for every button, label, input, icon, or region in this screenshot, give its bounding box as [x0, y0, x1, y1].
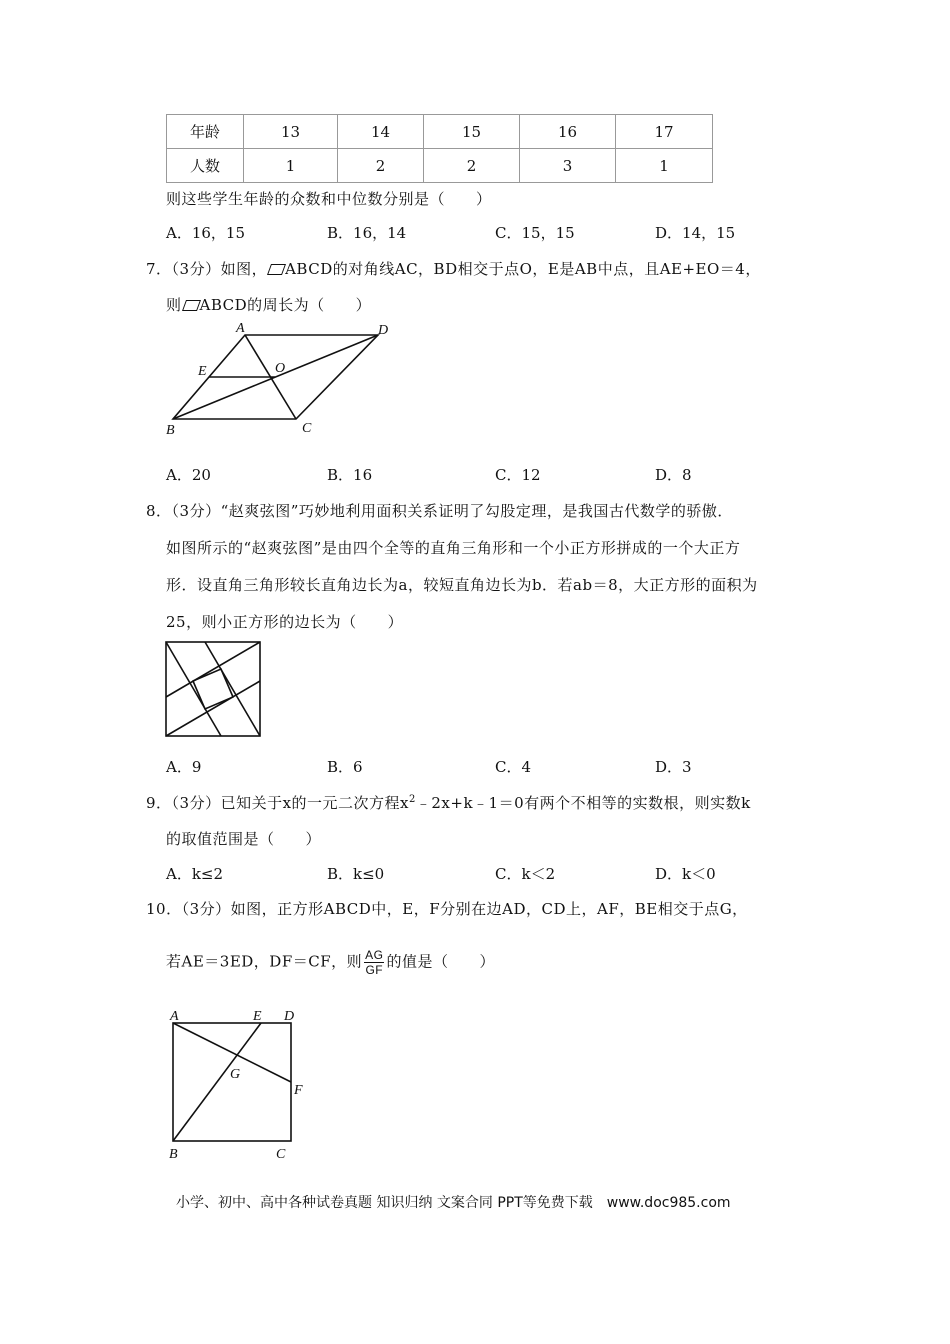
table-cell: 17 [616, 115, 713, 149]
label-b: B [166, 423, 175, 438]
q6-stem: 则这些学生年龄的众数和中位数分别是（ ） [166, 190, 492, 208]
label-a: A [236, 321, 245, 336]
q7-line-2-post: ABCD的周长为（ ） [199, 296, 372, 314]
q7-option-d: D．8 [655, 466, 692, 484]
parallelogram-symbol-icon [267, 264, 286, 275]
q6-option-d: D．14，15 [655, 224, 736, 242]
q8-line-4: 25，则小正方形的边长为（ ） [166, 613, 404, 631]
table-cell: 1 [244, 149, 338, 183]
table-cell: 16 [520, 115, 616, 149]
q8-option-d: D．3 [655, 758, 692, 776]
label-a: A [170, 1009, 179, 1024]
q7-line-2 [166, 294, 371, 315]
page-footer: 小学、初中、高中各种试卷真题 知识归纳 文案合同 PPT等免费下载 www.doc985.com [176, 1195, 731, 1211]
q7-line-1-post: ABCD的对角线AC，BD相交于点O，E是AB中点，且AE+EO＝4， [285, 260, 761, 278]
label-d: D [284, 1009, 295, 1024]
q7-line-1-pre: 7．（3分）如图， [146, 260, 268, 278]
table-row [167, 115, 713, 149]
label-d: D [378, 323, 389, 338]
q10-line-1: 10．（3分）如图，正方形ABCD中，E，F分别在边AD，CD上，AF，BE相交于点G， [146, 900, 748, 918]
q9-line-1-pre: 9．（3分）已知关于x的一元二次方程x [146, 794, 410, 812]
zhao-shuang-diagram [164, 640, 264, 740]
q10-square-figure [164, 1004, 314, 1164]
table-cell: 1 [616, 149, 713, 183]
label-e: E [198, 364, 207, 379]
q9-line-2: 的取值范围是（ ） [166, 830, 322, 848]
segment-be [173, 1023, 261, 1141]
table-cell: 3 [520, 149, 616, 183]
q6-option-a: A．16，15 [166, 224, 246, 242]
table-header-count: 人数 [167, 149, 244, 183]
age-table [166, 114, 713, 183]
q7-line-1 [146, 258, 761, 279]
q9-line-1-post: ﹣2x+k﹣1＝0有两个不相等的实数根，则实数k [415, 794, 751, 812]
q9-line-1 [146, 792, 751, 813]
q10-line-2-pre: 若AE＝3ED，DF＝CF，则 [166, 952, 363, 971]
q6-option-b: B．16，14 [327, 224, 407, 242]
q7-option-c: C．12 [495, 466, 541, 484]
label-g: G [230, 1067, 241, 1082]
q7-parallelogram-figure [160, 320, 400, 440]
table-header-age: 年龄 [167, 115, 244, 149]
label-c: C [302, 421, 312, 436]
q6-option-c: C．15，15 [495, 224, 575, 242]
label-o: O [275, 361, 286, 376]
q10-line-2-post: 的值是（ ） [386, 952, 495, 971]
label-c: C [276, 1147, 286, 1162]
q9-option-a: A．k≤2 [166, 865, 224, 883]
small-square [193, 669, 233, 709]
q8-option-b: B．6 [327, 758, 363, 776]
q7-option-a: A．20 [166, 466, 211, 484]
table-cell: 13 [244, 115, 338, 149]
fraction-ag-gf [364, 948, 384, 977]
q9-option-c: C．k＜2 [495, 865, 556, 883]
q7-line-2-pre: 则 [166, 296, 182, 314]
q8-option-a: A．9 [166, 758, 202, 776]
label-f: F [294, 1083, 303, 1098]
fraction-denominator: GF [365, 963, 384, 977]
table-cell: 14 [338, 115, 424, 149]
label-b: B [169, 1147, 178, 1162]
q10-line-2 [166, 948, 495, 977]
label-e: E [253, 1009, 262, 1024]
table-cell: 2 [424, 149, 520, 183]
q7-option-b: B．16 [327, 466, 373, 484]
q8-line-1: 8．（3分）“赵爽弦图”巧妙地利用面积关系证明了勾股定理，是我国古代数学的骄傲． [146, 502, 733, 520]
table-cell: 2 [338, 149, 424, 183]
square-abcd [173, 1023, 291, 1141]
q9-option-d: D．k＜0 [655, 865, 716, 883]
q9-option-b: B．k≤0 [327, 865, 385, 883]
table-cell: 15 [424, 115, 520, 149]
q8-line-2: 如图所示的“赵爽弦图”是由四个全等的直角三角形和一个小正方形拼成的一个大正方 [166, 539, 741, 557]
q9-exponent: 2 [409, 794, 416, 805]
q8-option-c: C．4 [495, 758, 532, 776]
q8-line-3: 形．设直角三角形较长直角边长为a，较短直角边长为b．若ab＝8，大正方形的面积为 [166, 576, 758, 594]
parallelogram-symbol-icon [182, 300, 201, 311]
table-row [167, 149, 713, 183]
fraction-numerator: AG [365, 948, 384, 962]
